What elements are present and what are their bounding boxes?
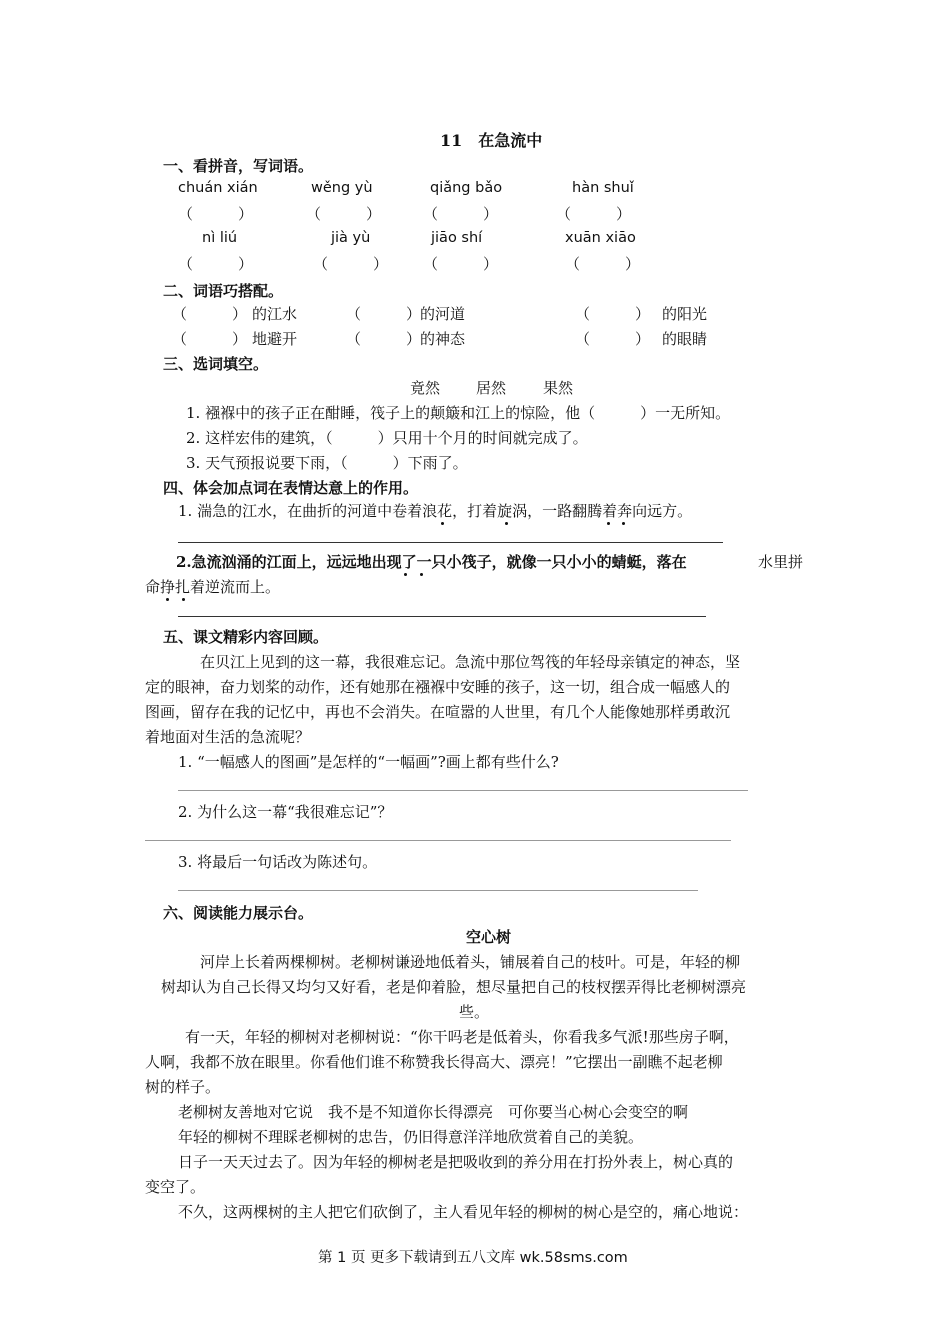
- section-4-heading: 四、体会加点词在表情达意上的作用。: [163, 479, 419, 497]
- answer-line[interactable]: [178, 542, 723, 543]
- section-2-heading: 二、词语巧搭配。: [163, 282, 284, 300]
- pinyin: nì liú: [202, 230, 238, 246]
- answer-blank[interactable]: （ ）: [556, 205, 632, 223]
- match-item: 地避开: [252, 330, 298, 348]
- passage-line: 图画，留存在我的记忆中，再也不会消失。在喧嚣的人世里，有几个人能像她那样勇敢沉: [145, 703, 731, 721]
- pinyin: hàn shuǐ: [572, 180, 634, 196]
- answer-line[interactable]: [145, 840, 731, 841]
- match-item: 的江水: [252, 305, 298, 323]
- pinyin: wěng yù: [311, 180, 373, 196]
- question-1: 1. “一幅感人的图画”是怎样的“一幅画”?画上都有些什么?: [178, 753, 559, 771]
- pinyin: jià yù: [331, 230, 371, 246]
- answer-blank[interactable]: （ ）: [172, 305, 248, 323]
- question-3: 3. 天气预报说要下雨，（ ）下雨了。: [186, 454, 468, 472]
- passage-line: 着地面对生活的急流呢？: [145, 728, 311, 746]
- section-3-heading: 三、选词填空。: [163, 355, 269, 373]
- story-line: 不久，这两棵树的主人把它们砍倒了，主人看见年轻的柳树的树心是空的，痛心地说：: [178, 1203, 749, 1221]
- emphasis-dot: [420, 573, 423, 576]
- pinyin: xuān xiāo: [565, 230, 636, 246]
- question-3: 3. 将最后一句话改为陈述句。: [178, 853, 378, 871]
- answer-line[interactable]: [178, 616, 706, 617]
- section-5-heading: 五、课文精彩内容回顾。: [163, 628, 329, 646]
- answer-blank[interactable]: （ ）: [178, 255, 254, 273]
- answer-blank[interactable]: （ ）: [346, 305, 422, 323]
- story-line: 日子一天天过去了。因为年轻的柳树老是把吸收到的养分用在打扮外表上，树心真的: [178, 1153, 734, 1171]
- question-2: 2.急流汹涌的江面上，远远地出现了一只小筏子，就像一只小小的蜻蜓，落在: [176, 553, 687, 571]
- answer-blank[interactable]: （ ）: [565, 255, 641, 273]
- answer-blank[interactable]: （ ）: [178, 205, 254, 223]
- pinyin: jiāo shí: [431, 230, 483, 246]
- answer-line[interactable]: [178, 790, 748, 791]
- passage-line: 定的眼神，奋力划桨的动作，还有她那在襁褓中安睡的孩子，这一切，组合成一幅感人的: [145, 678, 731, 696]
- pinyin: chuán xián: [178, 180, 258, 196]
- match-item: 的河道: [420, 305, 466, 323]
- story-line: 树却认为自己长得又均匀又好看，老是仰着脸，想尽量把自己的枝杈摆弄得比老柳树漂亮: [161, 978, 747, 996]
- word-choice: 果然: [543, 379, 574, 397]
- page-title: 11 在急流中: [440, 131, 543, 150]
- emphasis-dot: [166, 598, 169, 601]
- question-1: 1. 湍急的江水，在曲折的河道中卷着浪花，打着旋涡，一路翻腾着奔向远方。: [178, 502, 693, 520]
- answer-blank[interactable]: （ ）: [575, 330, 651, 348]
- answer-blank[interactable]: （ ）: [346, 330, 422, 348]
- word-choice: 竟然: [410, 379, 441, 397]
- question-2-line2: 命挣扎着逆流而上。: [145, 578, 281, 596]
- answer-blank[interactable]: （ ）: [313, 255, 389, 273]
- story-line: 树的样子。: [145, 1078, 221, 1096]
- answer-blank[interactable]: （ ）: [172, 330, 248, 348]
- story-line: 些。: [459, 1003, 490, 1021]
- emphasis-dot: [622, 522, 625, 525]
- answer-line[interactable]: [178, 890, 698, 891]
- emphasis-dot: [505, 522, 508, 525]
- section-1-heading: 一、看拼音，写词语。: [163, 157, 314, 175]
- emphasis-dot: [182, 598, 185, 601]
- emphasis-dot: [404, 573, 407, 576]
- story-title: 空心树: [466, 928, 512, 946]
- match-item: 的神态: [420, 330, 466, 348]
- answer-blank[interactable]: （ ）: [306, 205, 382, 223]
- question-2: 2. 为什么这一幕“我很难忘记”？: [178, 803, 393, 821]
- question-2-tail: 水里拼: [758, 553, 804, 571]
- answer-blank[interactable]: （ ）: [423, 205, 499, 223]
- passage-line: 在贝江上见到的这一幕，我很难忘记。急流中那位驾筏的年轻母亲镇定的神态，坚: [200, 653, 741, 671]
- story-line: 人啊，我都不放在眼里。你看他们谁不称赞我长得高大、漂亮！”它摆出一副瞧不起老柳: [145, 1053, 723, 1071]
- pinyin: qiǎng bǎo: [430, 180, 503, 196]
- story-line: 老柳树友善地对它说 我不是不知道你长得漂亮 可你要当心树心会变空的啊: [178, 1103, 689, 1121]
- match-item: 的阳光: [662, 305, 708, 323]
- word-choice: 居然: [476, 379, 507, 397]
- question-2: 2. 这样宏伟的建筑，（ ）只用十个月的时间就完成了。: [186, 429, 588, 447]
- emphasis-dot: [441, 522, 444, 525]
- question-1: 1. 襁褓中的孩子正在酣睡，筏子上的颠簸和江上的惊险，他（ ）一无所知。: [186, 404, 731, 422]
- answer-blank[interactable]: （ ）: [575, 305, 651, 323]
- emphasis-dot: [607, 522, 610, 525]
- page-footer: 第 1 页 更多下载请到五八文库 wk.58sms.com: [318, 1250, 628, 1266]
- story-line: 年轻的柳树不理睬老柳树的忠告，仍旧得意洋洋地欣赏着自己的美貌。: [178, 1128, 644, 1146]
- section-6-heading: 六、阅读能力展示台。: [163, 904, 314, 922]
- match-item: 的眼睛: [662, 330, 708, 348]
- story-line: 变空了。: [145, 1178, 206, 1196]
- story-line: 有一天，年轻的柳树对老柳树说：“你干吗老是低着头，你看我多气派!那些房子啊，: [185, 1028, 739, 1046]
- story-line: 河岸上长着两棵柳树。老柳树谦逊地低着头，铺展着自己的枝叶。可是，年轻的柳: [200, 953, 741, 971]
- answer-blank[interactable]: （ ）: [423, 255, 499, 273]
